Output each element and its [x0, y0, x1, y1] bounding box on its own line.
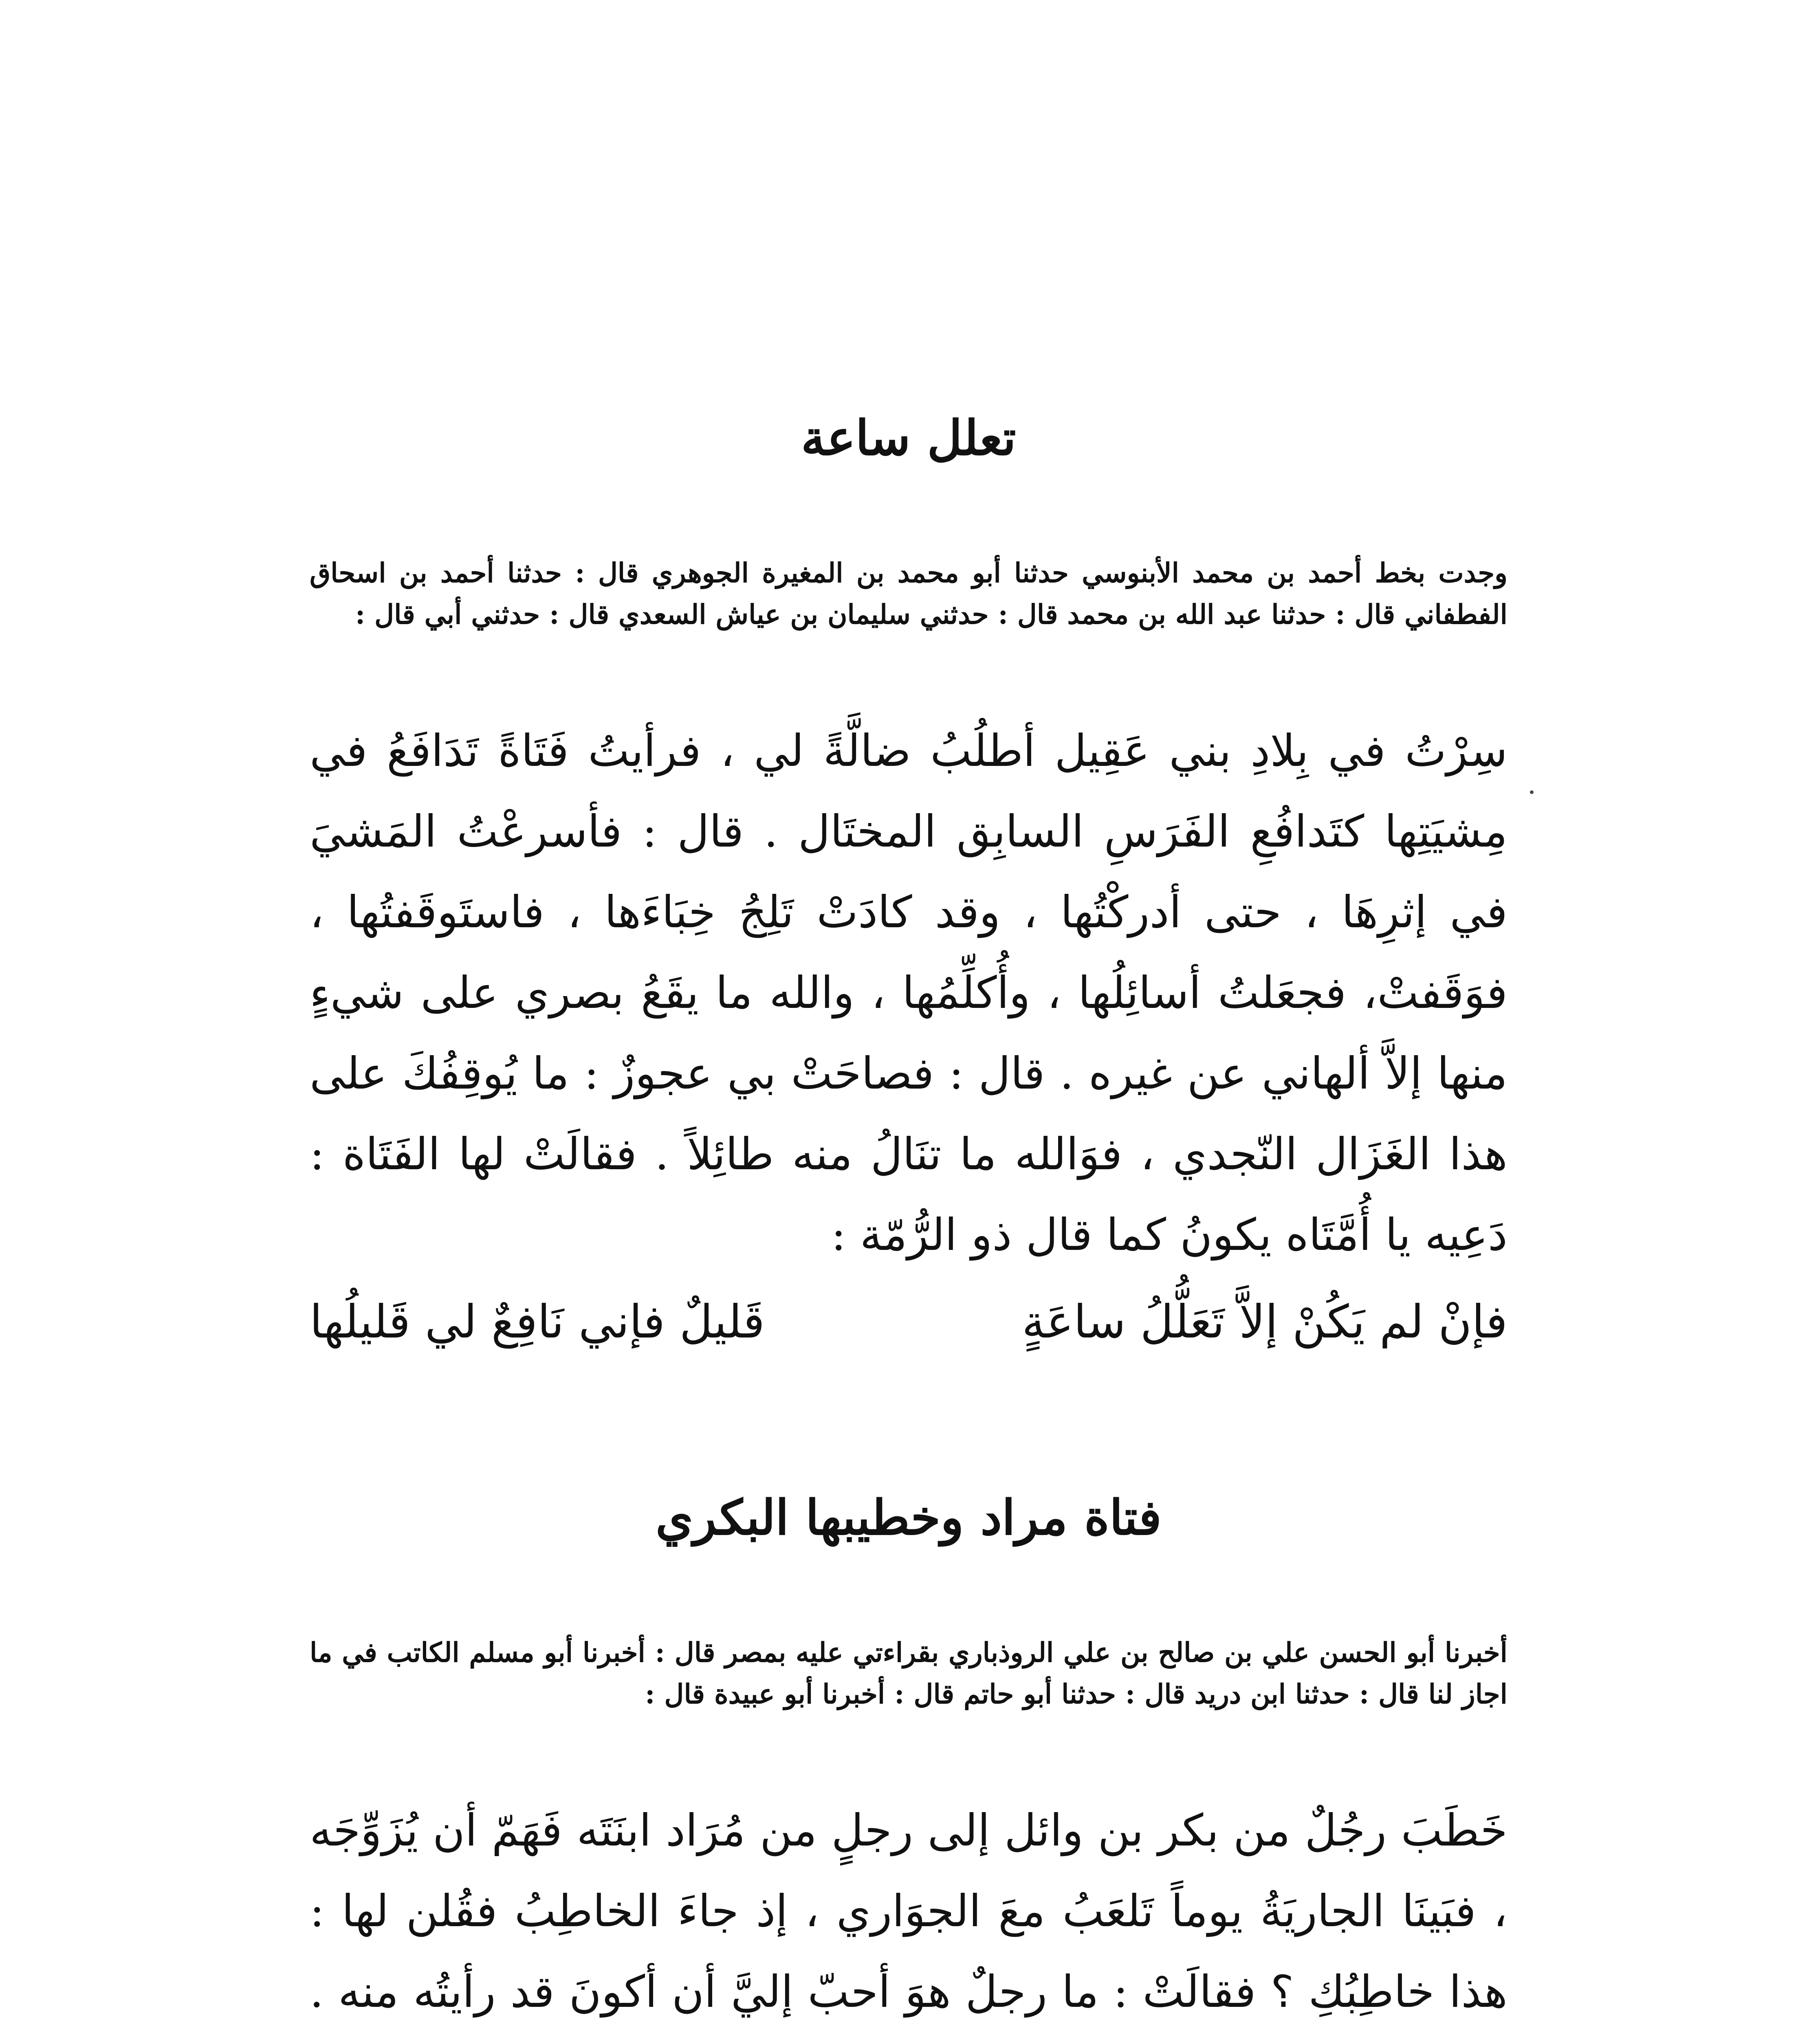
narrative-paragraph-2: خَطَبَ رجُلٌ من بكر بن وائل إلى رجلٍ من مُرَاد ابنَتَه فَهَمّ أن يُزَوِّجَه ، فبَينَا الجاريَةُ يوماً تَلعَبُ معَ الجوَاري ، إذ جاءَ الخاطِبُ فقُلن لها : هذا خاطِبُكِ ؟ فقالَتْ : ما رجلٌ هوَ أحبّ إليَّ أن أكونَ قد رأيتُه منه .	[310, 1805, 1507, 2017]
print-speck	[1530, 790, 1534, 794]
section-title-2: فتاة مراد وخطيبها البكري	[656, 1489, 1162, 1546]
poetry-verse	[310, 1291, 1507, 1353]
verse-hemistich-1: فإنْ لم يَكُنْ إلاَّ تَعَلُّلُ ساعَةٍ	[1022, 1296, 1507, 1348]
narrative-paragraph-1: سِرْتُ في بِلادِ بني عَقِيل أطلُبُ ضالَّةً لي ، فرأيتُ فَتَاةً تَدَافَعُ في مِشيَتِها كتَدافُعِ الفَرَسِ السابِق المختَال . قال : فأسرعْتُ المَشيَ في إثرِهَا ، حتى أدركْتُها ، وقد كادَتْ تَلِجُ خِبَاءَها ، فاستَوقَفتُها ، فوَقَفتْ، فجعَلتُ أسائِلُها ، وأُكلِّمُها ، والله ما يقَعُ بصري على شيءٍ منها إلاَّ ألهاني عن غيره . قال : فصاحَتْ بي عجوزٌ : ما يُوقِفُكَ على هذا الغَزَال النّجدي ، فوَالله ما تنَالُ منه طائِلاً . فقالَتْ لها الفَتَاة : دَعِيه يا أُمَّتَاه يكونُ كما قال ذو الرُّمّة :	[310, 726, 1508, 1260]
isnad-2: أخبرنا أبو الحسن علي بن صالح بن علي الروذباري بقراءتي عليه بمصر قال : أخبرنا أبو مسلم الكاتب في ما اجاز لنا قال : حدثنا ابن دريد قال : حدثنا أبو حاتم قال : أخبرنا أبو عبيدة قال :	[310, 1637, 1507, 1710]
section-title-1: تعلل ساعة	[801, 409, 1016, 466]
isnad-1: وجدت بخط أحمد بن محمد الأبنوسي حدثنا أبو محمد بن المغيرة الجوهري قال : حدثنا أحمد بن اسحاق الفطفاني قال : حدثنا عبد الله بن محمد قال : حدثني سليمان بن عياش السعدي قال : حدثني أبي قال :	[310, 557, 1507, 630]
verse-hemistich-2: قَليلٌ فإني نَافِعٌ لي قَليلُها	[310, 1296, 765, 1348]
